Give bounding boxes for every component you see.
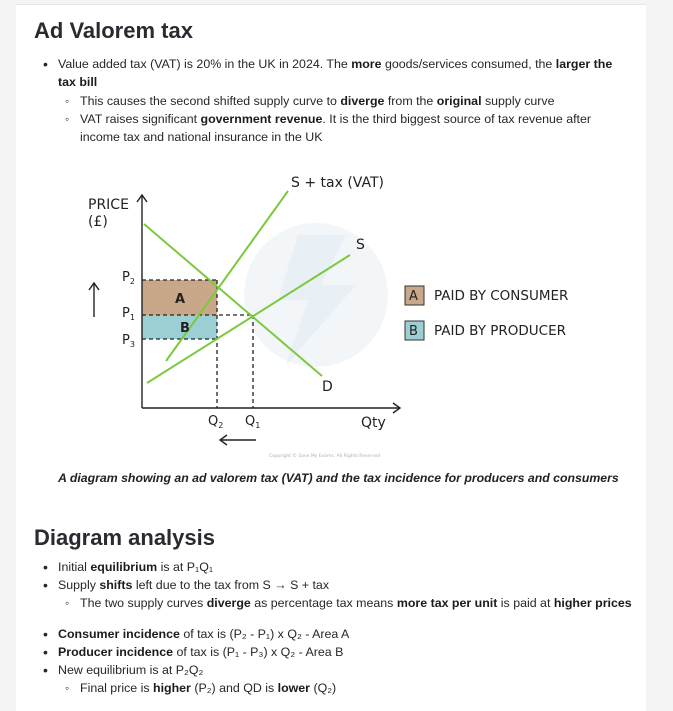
label-s-plus-tax: S + tax (VAT): [291, 175, 384, 191]
diagram-caption: A diagram showing an ad valorem tax (VAT) and the tax incidence for producers and consumers: [58, 471, 619, 485]
analysis-diverge: ◦ The two supply curves diverge as percentage tax means more tax per unit is paid at higher prices: [34, 594, 646, 612]
analysis-list-1: [34, 558, 634, 594]
sub-bullet-revenue: ◦ VAT raises significant government revenue. It is the third biggest source of tax revenue after income tax and national insurance in the UK: [34, 110, 634, 146]
y-axis-unit: (£): [88, 214, 108, 230]
legend-consumer: [405, 286, 568, 305]
analysis-producer-incidence: • Producer incidence of tax is (P₁ - P₃) x Q₂ - Area B: [34, 643, 634, 661]
sub-bullet-diverge: ◦ This causes the second shifted supply curve to diverge from the original supply curve: [34, 92, 634, 110]
label-s: S: [356, 237, 365, 253]
label-q1: $Q_1$: [245, 414, 261, 430]
label-q2: $Q_2$: [208, 414, 224, 430]
section-title-ad-valorem: Ad Valorem tax: [34, 18, 193, 43]
analysis-consumer-incidence: • Consumer incidence of tax is (P₂ - P₁) x Q₂ - Area A: [34, 625, 634, 643]
analysis-initial-equilibrium: • Initial equilibrium is at P₁Q₁: [34, 558, 634, 576]
bullet-list-vat: [34, 55, 634, 91]
label-d: D: [322, 379, 333, 395]
analysis-sublist-1: [34, 594, 646, 612]
y-axis-label: PRICE: [88, 197, 129, 213]
label-p3: $P_3$: [122, 333, 135, 349]
label-area-a: A: [175, 292, 186, 307]
bullet-vat-rate: • Value added tax (VAT) is 20% in the UK in 2024. The more goods/services consumed, the larger the tax bill: [34, 55, 634, 91]
legend-label-a: PAID BY CONSUMER: [434, 288, 569, 304]
legend-label-b: PAID BY PRODUCER: [434, 323, 567, 339]
legend-key-b: B: [409, 324, 418, 339]
tax-incidence-diagram: [16, 165, 646, 465]
article: [16, 4, 646, 711]
section-title-diagram-analysis: Diagram analysis: [34, 525, 215, 550]
analysis-supply-shift: • Supply shifts left due to the tax from S → S + tax: [34, 576, 634, 594]
label-p1: $P_1$: [122, 306, 135, 322]
legend-key-a: A: [409, 289, 418, 304]
analysis-sublist-2: [34, 679, 634, 697]
copyright-notice: Copyright © Save My Exams. All Rights Reserved: [269, 454, 381, 459]
x-axis-label: Qty: [361, 415, 386, 431]
analysis-list-2: [34, 625, 634, 679]
label-p2: $P_2$: [122, 270, 135, 286]
analysis-final-price: ◦ Final price is higher (P₂) and QD is lower (Q₂): [34, 679, 634, 697]
label-area-b: B: [180, 321, 190, 336]
analysis-new-equilibrium: • New equilibrium is at P₂Q₂: [34, 661, 634, 679]
sub-bullet-list-vat: [34, 92, 634, 146]
legend-producer: [405, 321, 566, 340]
